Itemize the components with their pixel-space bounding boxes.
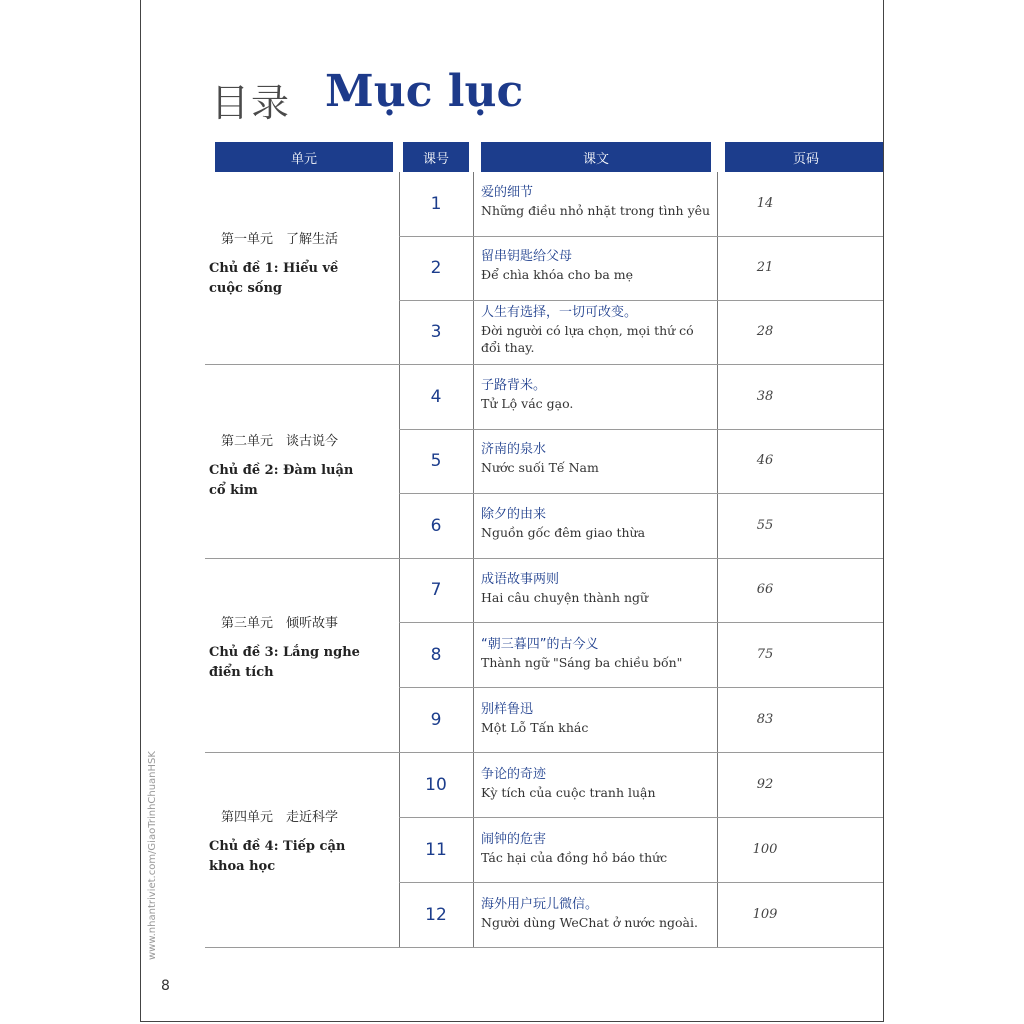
lesson-title bbox=[481, 701, 717, 736]
lesson-number: 12 bbox=[425, 905, 447, 925]
lesson-title-vietnamese: Để chìa khóa cho ba mẹ bbox=[481, 267, 634, 282]
lesson-number: 11 bbox=[425, 840, 447, 860]
unit-chinese: 第四单元 走近科学 bbox=[221, 810, 339, 825]
unit-4 bbox=[209, 806, 399, 877]
lesson-number: 10 bbox=[425, 775, 447, 795]
header-unit: 单元 bbox=[215, 142, 393, 172]
header-page-number: 页码 bbox=[725, 142, 884, 172]
lesson-title bbox=[481, 571, 717, 606]
row-divider bbox=[399, 300, 884, 301]
lesson-title-vietnamese: Tác hại của đồng hồ báo thức bbox=[481, 850, 668, 865]
lesson-title-vietnamese: Nước suối Tế Nam bbox=[481, 460, 599, 475]
lesson-title bbox=[481, 506, 717, 541]
unit-divider bbox=[205, 752, 884, 753]
unit-vietnamese: Chủ đề 4: Tiếp cận khoa học bbox=[209, 839, 346, 874]
lesson-number: 8 bbox=[430, 645, 442, 665]
unit-vietnamese: Chủ đề 3: Lắng nghe điển tích bbox=[209, 645, 360, 680]
lesson-number: 1 bbox=[430, 194, 442, 214]
lesson-number: 2 bbox=[430, 258, 442, 278]
lesson-page: 46 bbox=[756, 453, 774, 468]
lesson-title-vietnamese: Tử Lộ vác gạo. bbox=[481, 396, 574, 411]
row-divider bbox=[399, 882, 884, 883]
lesson-page: 21 bbox=[756, 260, 774, 275]
lesson-title-chinese: 闹钟的危害 bbox=[481, 832, 547, 847]
lesson-title-vietnamese: Những điều nhỏ nhặt trong tình yêu bbox=[481, 203, 711, 218]
unit-chinese: 第一单元 了解生活 bbox=[221, 232, 339, 247]
lesson-page: 55 bbox=[756, 518, 774, 533]
lesson-title bbox=[481, 248, 717, 283]
lesson-title-vietnamese: Thành ngữ "Sáng ba chiều bốn" bbox=[481, 655, 683, 670]
title-chinese: 目录 bbox=[211, 81, 292, 125]
lesson-page: 38 bbox=[756, 389, 774, 404]
unit-2 bbox=[209, 430, 399, 501]
lesson-title-vietnamese: Kỳ tích của cuộc tranh luận bbox=[481, 785, 656, 800]
lesson-number: 5 bbox=[430, 451, 442, 471]
side-website-text: www.nhantriviet.com/GiaoTrinhChuanHSK bbox=[147, 751, 158, 960]
row-divider bbox=[399, 429, 884, 430]
lesson-page: 109 bbox=[752, 907, 778, 922]
unit-3 bbox=[209, 612, 399, 683]
lesson-title bbox=[481, 831, 717, 866]
header-lesson-number: 课号 bbox=[403, 142, 469, 172]
column-divider bbox=[717, 172, 718, 948]
lesson-title-chinese: 人生有选择，一切可改变。 bbox=[481, 305, 638, 320]
lesson-number: 3 bbox=[430, 322, 442, 342]
unit-divider bbox=[205, 364, 884, 365]
lesson-title-chinese: 海外用户玩儿微信。 bbox=[481, 897, 599, 912]
unit-chinese: 第二单元 谈古说今 bbox=[221, 434, 339, 449]
title-vietnamese: Mục lục bbox=[325, 66, 524, 117]
page-number: 8 bbox=[161, 978, 170, 994]
lesson-page: 14 bbox=[756, 196, 774, 211]
book-page bbox=[140, 0, 884, 1022]
lesson-title-chinese: “朝三暮四”的古今义 bbox=[481, 637, 599, 652]
row-divider bbox=[399, 236, 884, 237]
lesson-title-vietnamese: Hai câu chuyện thành ngữ bbox=[481, 590, 649, 605]
lesson-number: 7 bbox=[430, 580, 442, 600]
unit-divider bbox=[205, 558, 884, 559]
unit-1 bbox=[209, 228, 399, 299]
lesson-title-chinese: 子路背米。 bbox=[481, 378, 547, 393]
lesson-title-chinese: 成语故事两则 bbox=[481, 572, 560, 587]
lesson-title-chinese: 济南的泉水 bbox=[481, 442, 547, 457]
header-lesson-text: 课文 bbox=[481, 142, 711, 172]
lesson-title-vietnamese: Một Lỗ Tấn khác bbox=[481, 720, 589, 735]
lesson-title bbox=[481, 184, 717, 219]
lesson-title bbox=[481, 766, 717, 801]
lesson-title bbox=[481, 896, 717, 931]
unit-vietnamese: Chủ đề 1: Hiểu về cuộc sống bbox=[209, 261, 339, 296]
row-divider bbox=[399, 687, 884, 688]
lesson-page: 66 bbox=[756, 582, 774, 597]
lesson-page: 100 bbox=[752, 842, 778, 857]
lesson-title bbox=[481, 441, 717, 476]
lesson-page: 75 bbox=[756, 647, 774, 662]
lesson-title bbox=[481, 304, 717, 356]
column-divider bbox=[473, 172, 474, 948]
row-divider bbox=[399, 493, 884, 494]
unit-vietnamese: Chủ đề 2: Đàm luận cổ kim bbox=[209, 463, 354, 498]
lesson-title bbox=[481, 377, 717, 412]
lesson-number: 6 bbox=[430, 516, 442, 536]
lesson-page: 28 bbox=[756, 324, 774, 339]
lesson-number: 4 bbox=[430, 387, 442, 407]
lesson-title-vietnamese: Nguồn gốc đêm giao thừa bbox=[481, 525, 646, 540]
row-divider bbox=[399, 817, 884, 818]
lesson-page: 83 bbox=[756, 712, 774, 727]
lesson-title-chinese: 留串钥匙给父母 bbox=[481, 249, 573, 264]
lesson-title-chinese: 除夕的由来 bbox=[481, 507, 547, 522]
lesson-page: 92 bbox=[756, 777, 774, 792]
lesson-number: 9 bbox=[430, 710, 442, 730]
lesson-title-vietnamese: Đời người có lựa chọn, mọi thứ có đổi thay. bbox=[481, 323, 694, 355]
row-divider bbox=[399, 622, 884, 623]
lesson-title-chinese: 爱的细节 bbox=[481, 185, 534, 200]
lesson-title-chinese: 争论的奇迹 bbox=[481, 767, 547, 782]
lesson-title-chinese: 别样鲁迅 bbox=[481, 702, 534, 717]
lesson-title bbox=[481, 636, 717, 671]
unit-chinese: 第三单元 倾听故事 bbox=[221, 616, 339, 631]
column-divider bbox=[399, 172, 400, 948]
lesson-title-vietnamese: Người dùng WeChat ở nước ngoài. bbox=[481, 915, 698, 930]
table-bottom-line bbox=[205, 947, 884, 948]
